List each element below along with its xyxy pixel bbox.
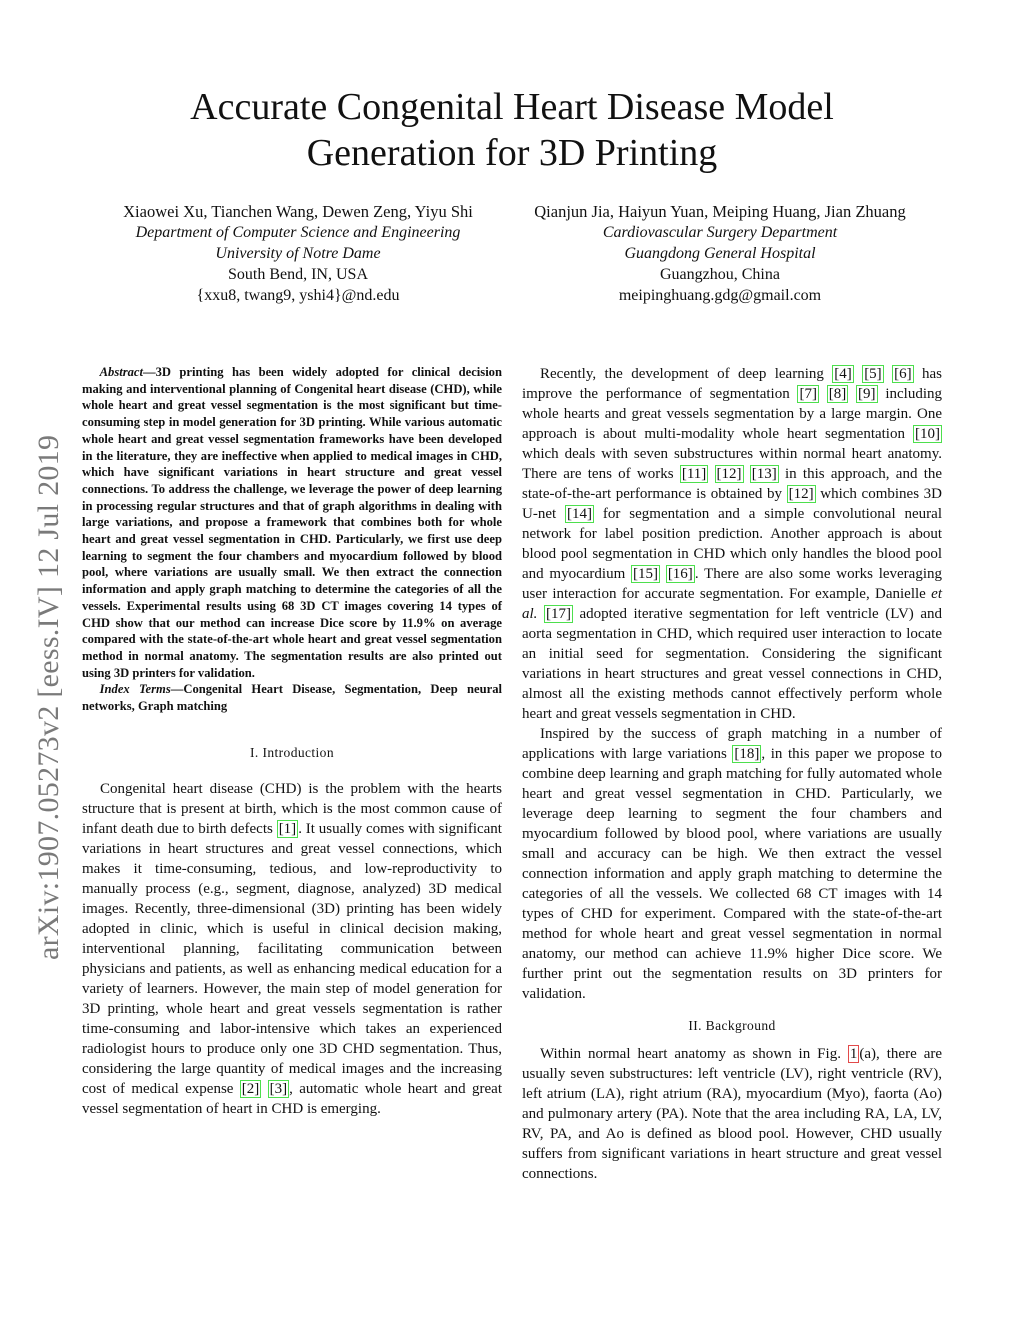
- text-run: (a), there are usually seven substructures: left ventricle (LV), right ventricle (RV), left atrium (LA), right atrium (RA), myocardium (Myo), faorta (Ao) and pulmonary artery (PA). Note that the area including RA, LA, LV, RV, PA, and Ao is defined as blood pool. However, CHD usually suffers from significant variations in heart structure and great vessel connections.: [522, 1046, 942, 1182]
- abstract-text: —3D printing has been widely adopted for clinical decision making and interventional planning of Congenital heart disease (CHD), while whole heart and great vessel segmentation is the most significant but time-consuming step in model generation for 3D printing. While various automatic whole heart and great vessel segmentation frameworks have been developed in the literature, they are ineffective when applied to medical images in CHD, which have significant variations in heart structure and great vessel connections. To address the challenge, we leverage the power of deep learning in processing regular structures and that of graph algorithms in dealing with large variations, and propose a framework that combines both for whole heart and great vessel segmentation in CHD. Particularly, we first use deep learning to segment the four chambers and myocardium followed by blood pool, where variations are usually small. We then extract the connection information and apply graph matching to determine the categories of all the vessels. Experimental results using 68 3D CT images covering 14 types of CHD show that our method can increase Dice score by 11.9% on average compared with the state-of-the-art whole heart and great vessel segmentation method in normal anatomy. The segmentation results are also printed out using 3D printers for validation.: [82, 365, 502, 680]
- citation-link[interactable]: [4]: [834, 366, 852, 382]
- figure-link[interactable]: 1: [849, 1046, 858, 1062]
- citation-link[interactable]: [9]: [858, 386, 876, 402]
- text-run: which deals with seven substructures within normal heart anatomy. There are tens of works: [522, 446, 942, 482]
- citation-link[interactable]: [1]: [278, 820, 297, 837]
- text-run: for segmentation and a simple convolutional neural network for label position prediction. Another approach is about blood pool segmentation in CHD which only handles the blood pool and myocardium: [522, 506, 943, 582]
- text-run: , in this paper we propose to combine deep learning and graph matching for fully automated whole heart and great vessel segmentation in CHD. Particularly, we leverage deep learning to segment the four chambers and myocardium followed by blood pool, where variations are usually small and accuracy can be high. We then extract the vessel connection information and apply graph matching to determine the categories of all the vessels. We collected 68 CT images with 14 types of CHD for experiment. Compared with the state-of-the-art method for whole heart and great vessel segmentation in normal anatomy, our method can achieve 11.9% higher Dice score. We further print out the segmentation results on 3D printers for validation.: [522, 746, 942, 1002]
- intro-paragraph-1: [82, 779, 502, 1119]
- author-block-right: [500, 201, 940, 306]
- affiliation-dept-left: Department of Computer Science and Engineering: [135, 224, 461, 241]
- text-run: . There are also some works leveraging user interaction for accurate segmentation. For example, Danielle: [522, 566, 943, 602]
- abstract-label: Abstract: [99, 365, 144, 379]
- citation-link[interactable]: [2]: [241, 1080, 260, 1097]
- citation-link[interactable]: [14]: [567, 506, 593, 522]
- citation-link[interactable]: [18]: [734, 746, 760, 762]
- arxiv-stamp: arXiv:1907.05273v2 [eess.IV] 12 Jul 2019: [32, 434, 65, 960]
- text-run: has improve the performance of segmentation: [522, 366, 942, 402]
- citation-link[interactable]: [3]: [269, 1080, 288, 1097]
- text-run: which combines 3D U-net: [522, 486, 942, 522]
- author-names-right: Qianjun Jia, Haiyun Yuan, Meiping Huang, Jian Zhuang: [534, 202, 906, 221]
- text-run: Within normal heart anatomy as shown in Fig.: [540, 1046, 848, 1062]
- index-terms-label: Index Terms: [99, 682, 171, 697]
- affiliation-location-left: South Bend, IN, USA: [227, 266, 368, 283]
- citation-link[interactable]: [8]: [828, 386, 847, 402]
- citation-link[interactable]: [11]: [681, 466, 707, 482]
- text-run: , automatic whole heart and great vessel segmentation of heart in CHD is emerging.: [82, 1080, 502, 1117]
- intro-paragraph-3: [522, 724, 942, 1004]
- et-al: et al.: [522, 586, 942, 622]
- paper-title: [100, 84, 924, 176]
- citation-link[interactable]: [17]: [545, 606, 571, 622]
- background-paragraph-1: [522, 1044, 942, 1184]
- affiliation-inst-left: University of Notre Dame: [215, 245, 381, 262]
- citation-link[interactable]: [15]: [633, 566, 659, 582]
- author-names-left: Xiaowei Xu, Tianchen Wang, Dewen Zeng, Yiyu Shi: [123, 202, 473, 221]
- citation-link[interactable]: [12]: [788, 486, 814, 502]
- text-run: Recently, the development of deep learning: [540, 366, 833, 382]
- title-line-1: Accurate Congenital Heart Disease Model: [190, 86, 834, 128]
- citation-link[interactable]: [7]: [799, 386, 817, 402]
- section-heading-background: II. Background: [688, 1018, 776, 1033]
- author-email-right: meipinghuang.gdg@gmail.com: [618, 287, 822, 304]
- text-run: . It usually comes with significant variations in heart structures and great vessel connections, which makes it time-consuming, tedious, and low-reproductivity to manually process (e.g., segment, diagnose, analyzed) 3D medical images. Recently, three-dimensional (3D) printing has been widely adopted in clinic, which is useful in clinical decision making, interventional planning, facilitating communication between physicians and patients, as well as enhancing medical education for a variety of learners. However, the main step of model generation for 3D printing, whole heart and great vessels segmentation is rather time-consuming and labor-intensive which takes an experienced radiologist hours to produce only one 3D CHD segmentation. Thus, considering the large quantity of medical images and the increasing cost of medical expense: [82, 820, 502, 1097]
- text-run: adopted iterative segmentation for left ventricle (LV) and aorta segmentation in CHD, which required user interaction to locate an initial seed for segmentation. Considering the significant variations in heart structures and great vessel connections in CHD, almost all the existing methods cannot effectively perform whole heart and great vessels segmentation in CHD.: [522, 606, 942, 722]
- citation-link[interactable]: [13]: [751, 466, 777, 482]
- title-line-2: Generation for 3D Printing: [306, 132, 718, 174]
- citation-link[interactable]: [5]: [864, 366, 882, 382]
- section-heading-introduction: I. Introduction: [250, 744, 334, 760]
- intro-paragraph-2: [522, 364, 942, 724]
- author-block-left: [88, 201, 508, 306]
- right-column: [522, 364, 942, 1184]
- text-run: including whole hearts and great vessels segmentation by a large margin. One approach is about multi-modality whole heart segmentation: [522, 386, 942, 442]
- affiliation-dept-right: Cardiovascular Surgery Department: [602, 224, 838, 241]
- affiliation-location-right: Guangzhou, China: [660, 266, 780, 283]
- author-email-left: {xxu8, twang9, yshi4}@nd.edu: [196, 287, 400, 304]
- text-run: Congenital heart disease (CHD) is the problem with the hearts structure that is present at birth, which is the most common cause of infant death due to birth defects: [82, 780, 502, 837]
- citation-link[interactable]: [12]: [716, 466, 742, 482]
- index-terms: [82, 681, 502, 714]
- text-run: Inspired by the success of graph matching in a number of applications with large variations: [522, 726, 942, 762]
- citation-link[interactable]: [10]: [915, 426, 940, 442]
- citation-link[interactable]: [16]: [667, 566, 693, 582]
- abstract: [82, 364, 502, 681]
- left-column: [82, 364, 502, 1119]
- affiliation-inst-right: Guangdong General Hospital: [624, 245, 816, 262]
- citation-link[interactable]: [6]: [894, 366, 912, 382]
- text-run: in this approach, and the state-of-the-art performance is obtained by: [522, 466, 943, 502]
- index-terms-text: —Congenital Heart Disease, Segmentation, Deep neural networks, Graph matching: [82, 682, 502, 714]
